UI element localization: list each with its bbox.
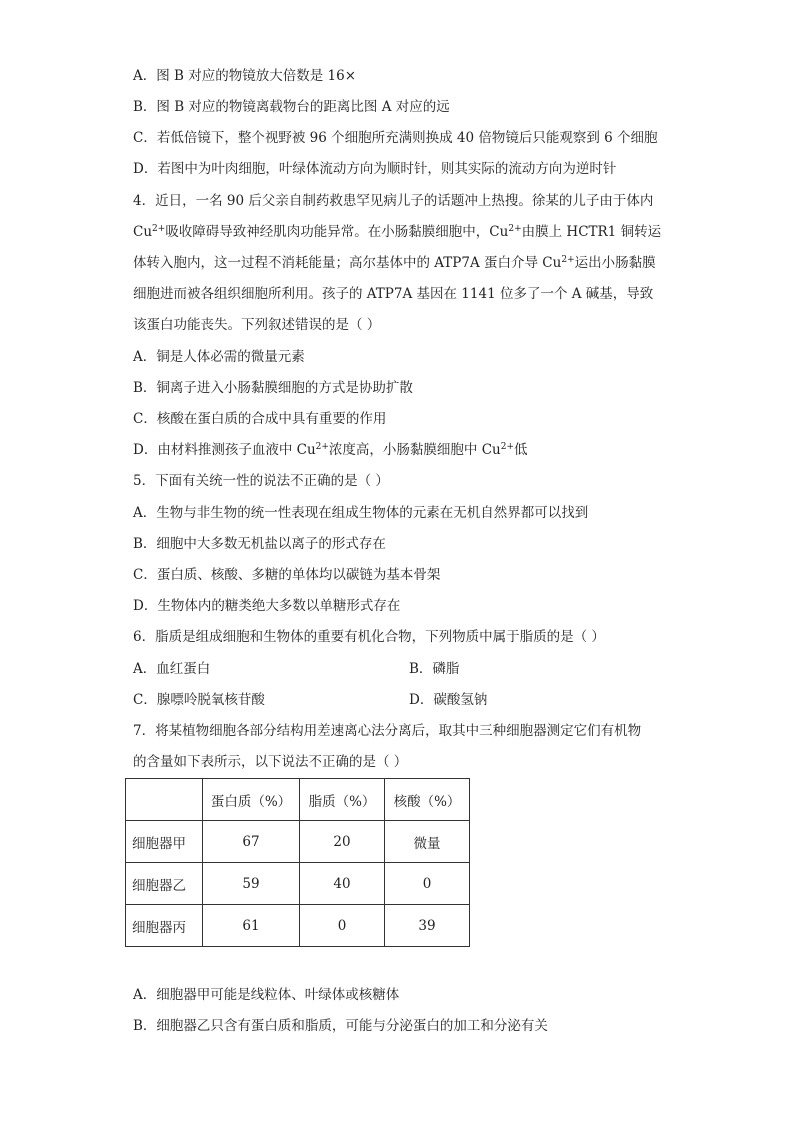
q3-option-d: D．若图中为叶肉细胞，叶绿体流动方向为顺时针，则其实际的流动方向为逆时针 [133,161,617,177]
q5-option-d: D．生物体内的糖类绝大多数以单糖形式存在 [133,598,401,614]
q7-stem-line-1: 7．将某植物细胞各部分结构用差速离心法分离后，取其中三种细胞器测定它们有机物 [133,723,642,739]
table-cell: 细胞器乙 [126,863,203,905]
text-fragment: 低 [514,442,528,458]
table-cell: 59 [203,863,300,905]
q4-stem-line-2 [133,222,661,242]
q3-option-c: C．若低倍镜下，整个视野被 96 个细胞所充满则换成 40 倍物镜后只能观察到 6 个细胞 [133,130,658,146]
table-row [126,863,470,905]
superscript: 2+ [500,442,515,452]
text-fragment: 浓度高，小肠黏膜细胞中 Cu [328,442,501,458]
superscript: 2+ [152,224,166,234]
text-fragment: 由膜上 HCTR1 铜转运 [521,224,662,240]
q7-option-b: B．细胞器乙只含有蛋白质和脂质，可能与分泌蛋白的加工和分泌有关 [133,1018,548,1034]
q5-option-c: C．蛋白质、核酸、多糖的单体均以碳链为基本骨架 [133,567,441,583]
table-cell: 61 [203,905,300,947]
table-cell: 39 [385,905,470,947]
q7-option-a: A．细胞器甲可能是线粒体、叶绿体或核糖体 [133,987,400,1003]
text-fragment: 体转入胞内，这一过程不消耗能量；高尔基体中的 ATP7A 蛋白介导 Cu [133,255,562,271]
text-fragment: 吸收障碍导致神经肌肉功能异常。在小肠黏膜细胞中，Cu [165,224,509,240]
table-cell: 细胞器丙 [126,905,203,947]
q5-option-b: B．细胞中大多数无机盐以离子的形式存在 [133,536,386,552]
q3-option-a: A．图 B 对应的物镜放大倍数是 16× [133,68,357,84]
q5-stem: 5．下面有关统一性的说法不正确的是（ ） [133,473,389,489]
table-header-cell: 蛋白质（%） [203,779,300,821]
table-row [126,821,470,863]
q4-stem-line-3 [133,253,656,273]
q6-stem: 6．脂质是组成细胞和生物体的重要有机化合物，下列物质中属于脂质的是（ ） [133,629,605,645]
q4-option-d [133,440,528,460]
superscript: 2+ [561,255,575,265]
table-cell: 0 [300,905,385,947]
q4-option-a: A．铜是人体必需的微量元素 [133,349,305,365]
superscript: 2+ [315,442,329,452]
q7-stem-line-2: 的含量如下表所示，以下说法不正确的是（ ） [133,754,408,770]
q5-option-a: A．生物与非生物的统一性表现在组成生物体的元素在无机自然界都可以找到 [133,505,589,521]
table-cell: 微量 [385,821,470,863]
table-cell: 20 [300,821,385,863]
q6-option-b: B．磷脂 [409,661,460,677]
table-header-cell [126,779,203,821]
table-cell: 40 [300,863,385,905]
table-header-cell: 核酸（%） [385,779,470,821]
text-fragment: Cu [133,224,153,240]
q3-option-b: B．图 B 对应的物镜离载物台的距离比图 A 对应的远 [133,99,450,115]
q4-stem-line-5: 该蛋白功能丧失。下列叙述错误的是（ ） [133,317,381,333]
table-cell: 0 [385,863,470,905]
q4-stem-line-4: 细胞进而被各组织细胞所利用。孩子的 ATP7A 基因在 1141 位多了一个 A 碱基，导致 [133,286,654,302]
table-cell: 细胞器甲 [126,821,203,863]
text-fragment: D．由材料推测孩子血液中 Cu [133,442,316,458]
table-header-row [126,779,470,821]
q4-stem-line-1: 4．近日，一名 90 后父亲自制药救患罕见病儿子的话题冲上热搜。徐某的儿子由于体内 [133,193,654,209]
table-row [126,905,470,947]
table-header-cell: 脂质（%） [300,779,385,821]
q4-option-c: C．核酸在蛋白质的合成中具有重要的作用 [133,411,387,427]
q6-option-c: C．腺嘌呤脱氧核苷酸 [133,692,265,708]
q4-option-b: B．铜离子进入小肠黏膜细胞的方式是协助扩散 [133,380,413,396]
superscript: 2+ [508,224,522,234]
text-fragment: 运出小肠黏膜 [574,255,656,271]
q6-option-a: A．血红蛋白 [133,661,211,677]
q6-option-d: D．碳酸氢钠 [409,692,488,708]
table-cell: 67 [203,821,300,863]
organelle-composition-table [125,778,470,947]
